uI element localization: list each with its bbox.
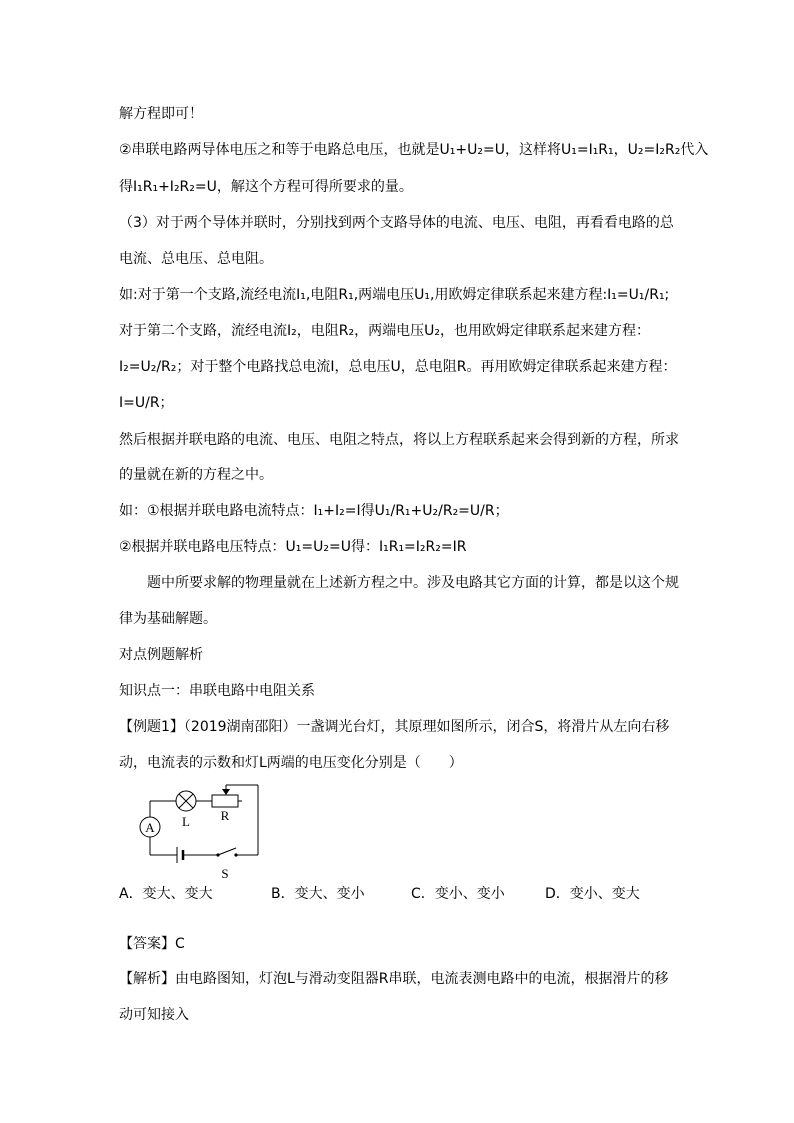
- knowledge-point-heading: 知识点一：串联电路中电阻关系: [119, 683, 315, 699]
- text-line: 律为基础解题。: [119, 611, 217, 627]
- option-a: A．变大、变大: [119, 886, 213, 902]
- text-line: ②根据并联电路电压特点：U₁=U₂=U得：I₁R₁=I₂R₂=IR: [119, 539, 467, 555]
- analysis-line: 【解析】由电路图知，灯泡L与滑动变阻器R串联，电流表测电路中的电流，根据滑片的移: [119, 971, 669, 987]
- rheostat-symbol: [212, 795, 238, 807]
- text-line: （3）对于两个导体并联时，分别找到两个支路导体的电流、电压、电阻，再看看电路的总: [119, 215, 674, 231]
- slider-arrow: [222, 789, 230, 795]
- text-line: ②串联电路两导体电压之和等于电路总电压，也就是U₁+U₂=U，这样将U₁=I₁R₁，U₂=I₂R₂代入: [119, 142, 709, 158]
- text-line: 如：①根据并联电路电流特点：I₁+I₂=I得U₁/R₁+U₂/R₂=U/R；: [119, 503, 509, 519]
- switch-label: S: [221, 866, 229, 881]
- text-line: 的量就在新的方程之中。: [119, 467, 273, 483]
- example-question: 【例题1】（2019湖南邵阳）一盏调光台灯，其原理如图所示，闭合S，将滑片从左向右移: [119, 719, 670, 735]
- switch-contact: [216, 853, 219, 856]
- text-line: I₂=U₂/R₂；对于整个电路找总电流I，总电压U，总电阻R。再用欧姆定律联系起来建方程：: [119, 359, 677, 375]
- answer-options: [119, 884, 679, 906]
- section-heading: 对点例题解析: [119, 647, 203, 663]
- rheostat-label: R: [220, 808, 230, 823]
- switch-contact: [234, 853, 237, 856]
- text-line: 如:对于第一个支路,流经电流I₁,电阻R₁,两端电压U₁,用欧姆定律联系起来建方程:I₁=U₁/R₁;: [119, 287, 670, 303]
- ammeter-label: A: [145, 820, 155, 835]
- example-question: 动，电流表的示数和灯L两端的电压变化分别是（ ）: [119, 755, 463, 771]
- text-line: 得I₁R₁+I₂R₂=U，解这个方程可得所要求的量。: [119, 179, 413, 195]
- answer-line: 【答案】C: [119, 936, 185, 952]
- text-line: 解方程即可！: [119, 106, 203, 122]
- text-line: 电流、总电压、总电阻。: [119, 251, 273, 267]
- option-b: B．变大、变小: [271, 886, 365, 902]
- analysis-line: 动可知接入: [119, 1007, 189, 1023]
- text-line: 对于第二个支路，流经电流I₂，电阻R₂，两端电压U₂，也用欧姆定律联系起来建方程：: [119, 323, 650, 339]
- text-line: 题中所要求解的物理量就在上述新方程之中。涉及电路其它方面的计算，都是以这个规: [147, 575, 679, 591]
- text-line: 然后根据并联电路的电流、电压、电阻之特点，将以上方程联系起来会得到新的方程，所求: [119, 432, 679, 448]
- switch-blade: [218, 848, 236, 855]
- text-line: I=U/R；: [119, 395, 174, 411]
- circuit-diagram: [130, 783, 270, 881]
- option-c: C．变小、变小: [411, 886, 505, 902]
- option-d: D．变小、变大: [545, 886, 640, 902]
- lamp-label: L: [182, 814, 190, 829]
